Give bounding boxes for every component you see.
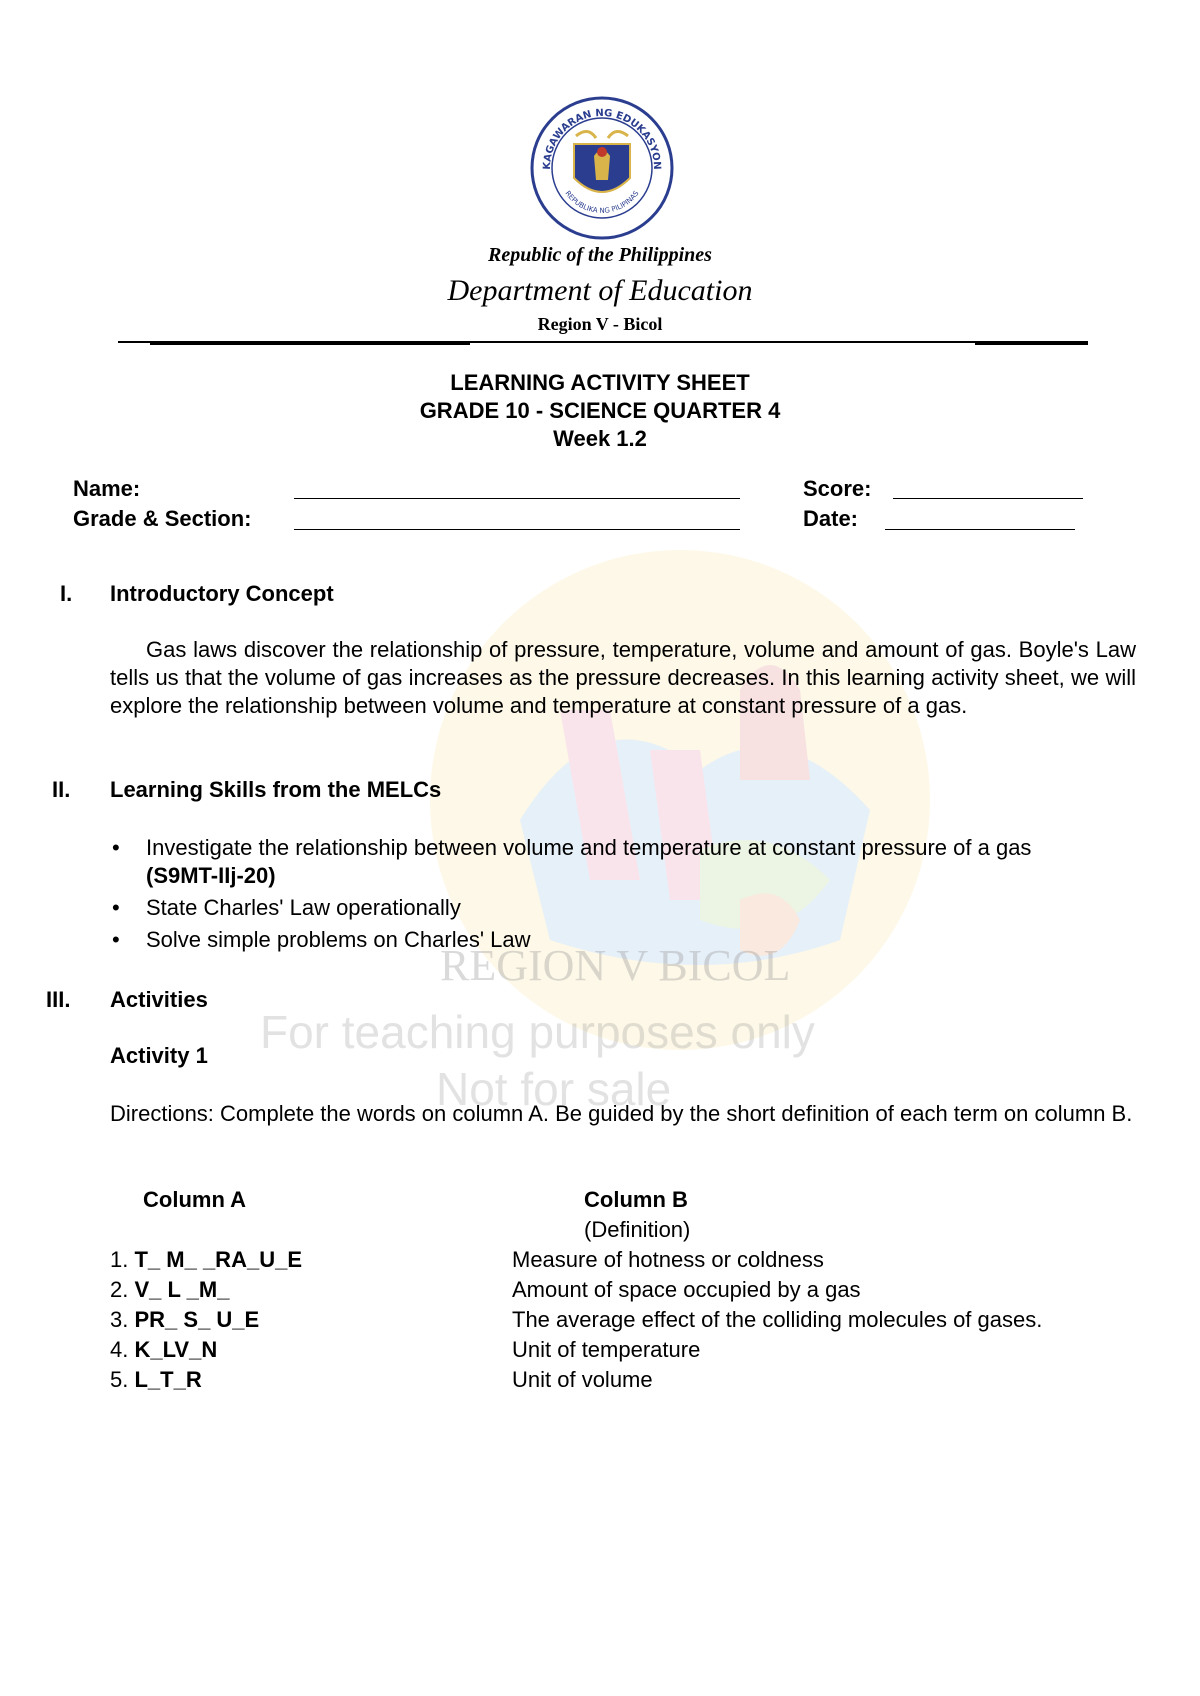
header-divider-accent-left	[150, 343, 470, 345]
date-field[interactable]	[885, 529, 1075, 530]
section-2-heading: Learning Skills from the MELCs	[110, 777, 442, 802]
grade-section-label: Grade & Section:	[73, 506, 252, 531]
term-number: 4.	[110, 1337, 129, 1362]
term-definition: Unit of temperature	[512, 1337, 701, 1362]
name-label: Name:	[73, 476, 141, 501]
melc-item-1	[110, 834, 1140, 890]
watermark-line2: Not for sale	[436, 1063, 672, 1115]
term-row	[110, 1306, 259, 1334]
sheet-subtitle: GRADE 10 - SCIENCE QUARTER 4	[419, 398, 781, 423]
activity-directions: Directions: Complete the words on column A. Be guided by the short definition of each term on column B.	[110, 1101, 1133, 1126]
score-label: Score:	[803, 476, 872, 501]
svg-text:KAGAWARAN NG EDUKASYON: KAGAWARAN NG EDUKASYON	[541, 107, 663, 170]
deped-watermark-logo	[400, 520, 960, 1080]
header-divider-accent-right	[975, 343, 1088, 345]
watermark-region: REGION V BICOL	[440, 941, 791, 990]
name-field[interactable]	[294, 498, 740, 499]
term-number: 5.	[110, 1367, 129, 1392]
term-word: V_ L _M_	[134, 1277, 230, 1302]
term-word: K_LV_N	[134, 1337, 218, 1362]
melc-list	[110, 834, 1140, 958]
term-row	[110, 1246, 302, 1274]
sheet-title: LEARNING ACTIVITY SHEET	[450, 370, 750, 395]
activity-title: Activity 1	[110, 1043, 208, 1068]
term-word: PR_ S_ U_E	[134, 1307, 260, 1332]
term-number: 1.	[110, 1247, 129, 1272]
section-1-heading: Introductory Concept	[110, 581, 334, 606]
republic-line: Republic of the Philippines	[488, 244, 712, 266]
term-definition: Measure of hotness or coldness	[512, 1247, 824, 1272]
intro-paragraph: Gas laws discover the relationship of pressure, temperature, volume and amount of gas. Boyle's Law tells us that the volume of gas increases as the pressure decreases. In this learning activity sheet, we will explore the relationship between volume and temperature at constant pressure of a gas.	[110, 637, 1136, 718]
score-field[interactable]	[893, 498, 1083, 499]
svg-text:REPUBLIKA NG PILIPINAS: REPUBLIKA NG PILIPINAS	[563, 189, 641, 215]
melc-item-3-text: Solve simple problems on Charles' Law	[146, 927, 531, 952]
term-definition: The average effect of the colliding molecules of gases.	[512, 1307, 1043, 1332]
melc-item-2-text: State Charles' Law operationally	[146, 895, 461, 920]
deped-seal-logo	[530, 96, 674, 240]
term-number: 2.	[110, 1277, 129, 1302]
section-3-numeral: III.	[46, 987, 71, 1012]
column-b-header: Column B	[584, 1187, 688, 1212]
term-word: L_T_R	[134, 1367, 202, 1392]
column-b-subheader: (Definition)	[584, 1217, 691, 1242]
melc-item-1-text: Investigate the relationship between volume and temperature at constant pressure of a gas	[146, 835, 1032, 860]
department-name: Department of Education	[447, 274, 753, 307]
region-line: Region V - Bicol	[537, 314, 663, 334]
term-definition: Unit of volume	[512, 1367, 653, 1392]
column-a-header: Column A	[143, 1187, 247, 1212]
section-1-numeral: I.	[60, 581, 73, 606]
term-number: 3.	[110, 1307, 129, 1332]
melc-code: (S9MT-IIj-20)	[146, 863, 276, 888]
term-row	[110, 1336, 217, 1364]
term-definition: Amount of space occupied by a gas	[512, 1277, 861, 1302]
melc-item-2	[110, 894, 1140, 922]
term-row	[110, 1276, 229, 1304]
section-2-numeral: II.	[52, 777, 71, 802]
section-3-heading: Activities	[110, 987, 208, 1012]
date-label: Date:	[803, 506, 859, 531]
term-word: T_ M_ _RA_U_E	[134, 1247, 302, 1272]
melc-item-3	[110, 926, 1140, 954]
sheet-week: Week 1.2	[553, 426, 647, 451]
watermark-line1: For teaching purposes only	[260, 1006, 815, 1058]
term-row	[110, 1366, 202, 1394]
grade-section-field[interactable]	[294, 529, 740, 530]
